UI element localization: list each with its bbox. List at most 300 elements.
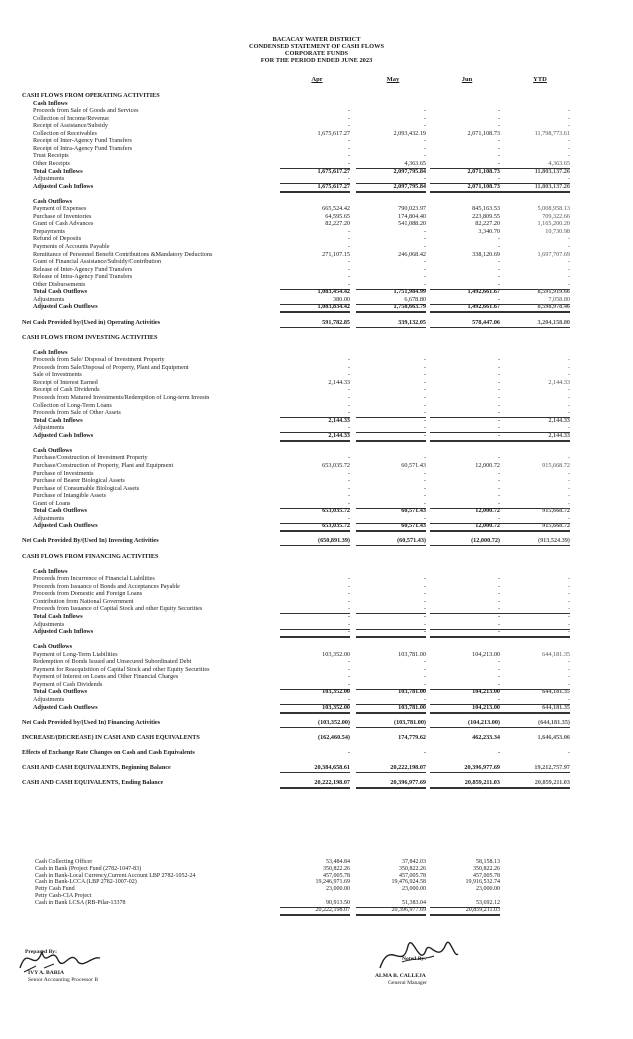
row-value-may: (103,781.00) [356, 719, 426, 728]
row-label: Adjustments [33, 175, 65, 183]
row-value-may: - [423, 582, 426, 590]
row-label: CASH FLOWS FROM FINANCING ACTIVITIES [22, 552, 159, 560]
cash-account-value-jun: 457,005.78 [473, 872, 500, 879]
row-value-jun: 12,000.72 [475, 461, 500, 469]
row-label: Receipt of Assistance/Subsidy [33, 122, 108, 130]
row-value-ytd: - [567, 469, 570, 477]
row-value-apr: - [347, 658, 350, 666]
cash-account-value-apr: 19,246,971.69 [315, 879, 350, 886]
row-label: Receipt of Cash Dividends [33, 386, 100, 394]
row-value-jun: 82,227.20 [475, 220, 500, 228]
cash-account-row [0, 906, 633, 915]
row-label: Collection of Long-Term Loans [33, 401, 112, 409]
cash-account-value-jun: 53,692.12 [430, 899, 500, 908]
row-value-ytd: - [567, 243, 570, 250]
row-value-jun: - [497, 371, 500, 379]
row-value-jun: - [497, 394, 500, 401]
row-value-ytd: - [500, 628, 570, 638]
section-row [0, 779, 633, 788]
row-value-apr: - [347, 590, 350, 598]
row-value-jun: - [497, 658, 500, 666]
row-value-ytd: (644,181.35) [500, 719, 570, 728]
row-value-may: 1,751,984.99 [393, 288, 426, 296]
row-value-ytd: 7,058.80 [500, 296, 570, 305]
row-value-may: - [356, 424, 426, 433]
row-value-apr: - [347, 356, 350, 364]
row-value-jun: 12,000.72 [430, 522, 500, 532]
row-value-ytd: 2,144.33 [548, 416, 570, 424]
row-value-may: 1,758,663.79 [356, 303, 426, 313]
row-value-jun: - [497, 575, 500, 583]
agency-name: BACACAY WATER DISTRICT [272, 36, 361, 43]
row-value-ytd: - [567, 258, 570, 266]
row-label: Purchase of Bearer Biological Assets [33, 477, 125, 485]
row-value-jun: - [430, 628, 500, 638]
row-value-jun: (104,213.00) [430, 719, 500, 728]
row-value-ytd: - [567, 394, 570, 401]
row-value-ytd: - [567, 477, 570, 485]
row-value-ytd: - [500, 605, 570, 614]
row-value-apr: - [347, 748, 350, 756]
row-label: Payment of Expenses [33, 205, 87, 213]
row-value-jun: 1,492,661.67 [467, 288, 500, 296]
row-value-apr: - [347, 597, 350, 605]
row-value-jun: - [497, 597, 500, 605]
row-value-may: - [423, 386, 426, 394]
statement-title: CONDENSED STATEMENT OF CASH FLOWS [248, 43, 385, 50]
row-value-may: - [423, 235, 426, 243]
cash-account-label: Cash Collecting Officer [35, 859, 93, 865]
row-label: Effects of Exchange Rate Changes on Cash and Cash Equivalents [22, 748, 195, 756]
row-value-apr: - [280, 681, 350, 690]
row-value-ytd: - [567, 386, 570, 394]
cash-account-value-jun: 23,000.00 [476, 886, 500, 893]
noted-by-name: ALMA B. CALLEJA [375, 973, 426, 979]
row-value-may: - [423, 612, 426, 620]
row-value-may: - [356, 621, 426, 630]
row-label: Collection of Receivables [33, 129, 97, 137]
prepared-by-label: Prepared By: [25, 949, 57, 955]
row-label: Adjusted Cash Outflows [33, 703, 98, 711]
row-value-apr: - [347, 673, 350, 681]
row-value-ytd: 11,798,773.61 [534, 129, 570, 137]
row-value-apr: - [347, 243, 350, 250]
noted-signature [372, 928, 462, 978]
row-value-apr: - [347, 575, 350, 583]
row-value-may: 2,097,795.84 [356, 183, 426, 193]
row-label: Purchase/Construction of Investment Property [33, 454, 148, 462]
row-label: Payment of Cash Dividends [33, 680, 103, 688]
row-label: Purchase of Intangible Assets [33, 492, 107, 500]
row-value-ytd: (913,524.39) [500, 537, 570, 546]
row-value-ytd: - [567, 401, 570, 409]
row-value-apr: - [280, 628, 350, 638]
row-label: Release of Intra-Agency Fund Transfers [33, 273, 133, 281]
row-value-apr: (162,460.54) [318, 733, 350, 741]
row-value-ytd: 644,181.35 [542, 688, 570, 696]
row-value-ytd: - [567, 273, 570, 281]
row-value-ytd: 4,363.65 [500, 160, 570, 169]
cash-account-label: Cash in Bank-LCCA (LBP 2782-1007-02) [35, 879, 137, 886]
row-value-may: - [423, 122, 426, 130]
row-value-apr: - [347, 582, 350, 590]
row-label: Purchase/Construction of Property, Plant and Equipment [33, 461, 174, 469]
row-value-apr: - [347, 469, 350, 477]
row-label: Adjusted Cash Inflows [33, 431, 94, 439]
row-value-ytd: - [567, 356, 570, 364]
row-value-may: 246,068.42 [398, 250, 426, 258]
row-value-apr: - [347, 612, 350, 620]
row-value-apr: 1,675,617.27 [317, 167, 350, 175]
row-value-ytd: 19,212,757.97 [500, 764, 570, 773]
row-value-apr: - [347, 265, 350, 273]
row-value-apr: - [347, 122, 350, 130]
row-value-ytd: 20,859,211.03 [500, 779, 570, 789]
row-value-ytd: - [567, 454, 570, 462]
row-label: Net Cash Provided By/(Used In) Investing Activities [22, 537, 159, 545]
row-value-ytd: - [567, 492, 570, 500]
row-value-apr: - [347, 137, 350, 145]
row-label: Adjustments [33, 424, 65, 432]
row-value-jun: - [430, 424, 500, 433]
row-value-apr: 653,035.72 [322, 461, 350, 469]
row-value-jun: 578,447.06 [430, 319, 500, 328]
row-label: Grant of Financial Assistance/Subsidy/Contribution [33, 258, 162, 266]
cash-account-value-may: 350,822.26 [399, 865, 426, 872]
row-value-may: - [356, 500, 426, 509]
row-value-jun: - [497, 273, 500, 281]
row-value-may: - [356, 515, 426, 524]
row-value-ytd: 3,204,158.80 [500, 319, 570, 328]
row-label: Sale of Investments [33, 371, 82, 379]
row-value-jun: 2,071,108.73 [430, 183, 500, 193]
row-value-may: - [423, 673, 426, 681]
noted-by-label: Noted By: [402, 956, 427, 962]
row-value-ytd: - [567, 748, 570, 756]
row-value-jun: - [430, 432, 500, 442]
prepared-by-title: Senior Accounting Processor B [28, 977, 99, 983]
row-value-apr: - [347, 401, 350, 409]
cash-account-label: Cash in Bank LCSA (RB-Pilar-13378 [35, 899, 126, 906]
row-value-ytd: 915,668.72 [542, 461, 570, 469]
row-label: Payment for Reacquisition of Capital Stock and other Equity Securities [33, 665, 210, 673]
row-value-apr: - [347, 386, 350, 394]
row-value-jun: - [497, 356, 500, 364]
row-value-jun: - [430, 500, 500, 509]
cash-account-value-may: 457,005.78 [399, 872, 426, 879]
row-label: Purchase of Investments [33, 469, 94, 477]
row-value-apr: (650,891.39) [280, 537, 350, 546]
row-value-jun: 223,809.55 [472, 212, 500, 220]
row-label: Adjusted Cash Inflows [33, 182, 94, 190]
row-label: Redemption of Bonds Issued and Unsecured Subordinated Debt [33, 658, 192, 666]
row-value-jun: - [430, 409, 500, 418]
row-value-apr: (103,352.00) [280, 719, 350, 728]
noted-by-title: General Manager [388, 980, 427, 986]
column-header-apr: Apr [311, 76, 323, 83]
row-value-jun: - [497, 265, 500, 273]
row-value-may: 541,088.20 [398, 220, 426, 228]
row-value-may: 790,023.97 [398, 205, 426, 213]
row-value-jun: - [497, 235, 500, 243]
row-value-jun: - [497, 492, 500, 500]
row-label: CASH AND CASH EQUIVALENTS, Beginning Balance [22, 763, 171, 771]
row-label: Total Cash Inflows [33, 416, 83, 424]
row-value-jun: - [430, 160, 500, 169]
row-value-apr: 103,352.00 [322, 688, 350, 696]
row-value-may: - [423, 273, 426, 281]
row-value-jun: - [497, 152, 500, 160]
row-value-apr: - [280, 500, 350, 509]
row-label: Adjusted Cash Outflows [33, 303, 98, 311]
row-value-apr: - [347, 665, 350, 673]
cash-account-value-apr: 20,222,198.07 [280, 906, 350, 916]
row-value-apr: 1,675,617.27 [317, 129, 350, 137]
row-value-may: - [423, 477, 426, 485]
row-value-jun: 104,213.00 [430, 704, 500, 714]
cash-account-value-jun: 350,822.26 [473, 865, 500, 872]
row-label: Contribution from National Government [33, 597, 134, 605]
row-value-jun: - [497, 612, 500, 620]
row-value-jun: 104,213.00 [472, 650, 500, 658]
row-value-apr: 665,524.42 [322, 205, 350, 213]
row-label: Receipt of Inter-Agency Fund Transfers [33, 137, 132, 145]
row-value-apr: 653,035.72 [322, 507, 350, 515]
row-label: Collection of Income/Revenue [33, 114, 109, 122]
row-value-ytd: 709,322.66 [542, 212, 570, 220]
row-value-jun: - [430, 681, 500, 690]
row-value-jun: - [430, 515, 500, 524]
row-value-may: 20,396,977.69 [356, 779, 426, 789]
row-label: Receipt of Interest Earned [33, 378, 98, 386]
row-value-ytd: - [567, 114, 570, 122]
row-value-may: 2,093,432.19 [393, 129, 426, 137]
row-value-may: - [423, 356, 426, 364]
row-value-apr: - [347, 114, 350, 122]
row-value-ytd: 644,181.35 [542, 650, 570, 658]
row-value-ytd: - [500, 409, 570, 418]
row-value-may: 174,804.40 [398, 212, 426, 220]
row-value-may: - [423, 454, 426, 462]
column-header-may: May [386, 76, 400, 83]
row-label: Proceeds from Matured Investments/Redemption of Long-term Investn [33, 394, 210, 401]
row-value-apr: - [280, 696, 350, 705]
row-value-ytd: - [500, 515, 570, 524]
row-value-ytd: 2,144.33 [548, 378, 570, 386]
row-value-may: - [356, 281, 426, 290]
row-value-may: - [423, 416, 426, 424]
row-value-apr: - [347, 107, 350, 115]
row-value-apr: 2,144.33 [280, 432, 350, 442]
row-label: CASH FLOWS FROM OPERATING ACTIVITIES [22, 92, 160, 99]
cash-account-value-apr: 457,005.78 [323, 872, 350, 879]
row-value-jun: - [497, 137, 500, 145]
row-label: INCREASE/(DECREASE) IN CASH AND CASH EQUIVALENTS [22, 733, 200, 741]
row-label: Prepayments [33, 227, 65, 235]
row-value-apr: - [280, 605, 350, 614]
period-title: FOR THE PERIOD ENDED JUNE 2023 [260, 57, 373, 64]
cash-account-value-jun: 58,158.13 [476, 859, 500, 865]
row-value-may: 103,781.00 [398, 650, 426, 658]
cash-account-value-may: 23,000.00 [402, 886, 426, 893]
row-value-apr: - [280, 424, 350, 433]
row-value-may: - [423, 597, 426, 605]
row-value-apr: - [347, 227, 350, 235]
row-value-jun: - [497, 469, 500, 477]
row-label: Payment of Interest on Loans and Other Financial Charges [33, 673, 179, 681]
row-value-apr: 591,782.85 [280, 319, 350, 328]
row-value-apr: - [347, 492, 350, 500]
row-value-ytd: - [567, 590, 570, 598]
row-value-may: - [356, 681, 426, 690]
row-value-jun: - [430, 296, 500, 305]
row-label: Total Cash Outflows [33, 688, 88, 696]
row-value-apr: 271,107.15 [322, 250, 350, 258]
row-value-apr: - [280, 409, 350, 418]
row-value-jun: - [497, 401, 500, 409]
fund-name: CORPORATE FUNDS [284, 50, 349, 57]
column-header-jun: Jun [461, 76, 473, 83]
cash-account-value-apr: 90,913.50 [280, 899, 350, 908]
row-value-ytd: - [567, 107, 570, 115]
row-value-jun: - [497, 673, 500, 681]
row-label: Proceeds from Issuance of Bonds and Acceptances Payable [33, 582, 180, 590]
row-value-may: 103,781.00 [356, 704, 426, 714]
row-value-apr: - [347, 235, 350, 243]
row-value-jun: (12,000.72) [430, 537, 500, 546]
row-value-ytd: - [500, 281, 570, 290]
row-label: Cash Outflows [33, 446, 73, 454]
row-label: Trust Receipts [33, 152, 69, 160]
row-label: Release of Inter-Agency Fund Transfers [33, 265, 133, 273]
row-value-ytd: - [567, 137, 570, 145]
row-value-apr: 380.00 [280, 296, 350, 305]
row-value-apr: - [347, 152, 350, 160]
cash-account-value-may: 51,383.04 [356, 899, 426, 908]
row-value-ytd: 915,668.72 [500, 522, 570, 532]
row-value-ytd: 915,668.72 [542, 507, 570, 515]
row-value-may: - [423, 401, 426, 409]
row-value-apr: - [280, 515, 350, 524]
row-value-jun: - [497, 114, 500, 122]
row-value-apr: 20,384,658.61 [280, 764, 350, 773]
row-value-may: - [423, 590, 426, 598]
row-value-apr: - [347, 273, 350, 281]
row-value-may: 6,678.80 [356, 296, 426, 305]
prepared-by-name: IVY A. BARIA [28, 970, 65, 976]
cash-account-value-may: 20,396,977.69 [356, 906, 426, 916]
row-value-apr: - [280, 621, 350, 630]
row-value-apr: 653,035.72 [280, 522, 350, 532]
row-value-jun: 104,213.00 [472, 688, 500, 696]
row-value-apr: 64,595.65 [325, 212, 350, 220]
row-value-may: 20,222,198.07 [356, 764, 426, 773]
row-value-jun: - [497, 258, 500, 266]
cash-account-value-apr: 53,484.84 [326, 859, 350, 865]
row-value-ytd: - [500, 621, 570, 630]
row-label: Adjusted Cash Outflows [33, 522, 98, 530]
row-value-may: 2,097,795.84 [393, 167, 426, 175]
row-value-apr: - [347, 454, 350, 462]
row-value-apr: - [347, 371, 350, 379]
row-value-jun: - [497, 590, 500, 598]
row-value-may: - [356, 628, 426, 638]
row-value-jun: - [497, 484, 500, 492]
row-value-jun: 845,163.53 [472, 205, 500, 213]
row-label: Proceeds from Sale/ Disposal of Investment Property [33, 356, 165, 364]
row-label: Adjustments [33, 514, 65, 522]
row-label: Total Cash Inflows [33, 612, 83, 620]
row-value-jun: - [430, 281, 500, 290]
row-value-jun: 338,120.69 [472, 250, 500, 258]
row-value-ytd: - [567, 673, 570, 681]
row-label: Adjusted Cash Inflows [33, 628, 94, 636]
row-value-may: - [356, 175, 426, 184]
row-value-may: - [423, 492, 426, 500]
row-value-may: - [423, 378, 426, 386]
row-value-ytd: 11,803,137.26 [500, 183, 570, 193]
row-label: CASH FLOWS FROM INVESTING ACTIVITIES [22, 333, 158, 341]
row-value-jun: - [497, 748, 500, 756]
row-value-may: - [356, 409, 426, 418]
row-value-apr: - [347, 144, 350, 152]
row-value-ytd: 1,646,453.06 [537, 733, 570, 741]
row-value-apr: - [280, 175, 350, 184]
row-label: Total Cash Outflows [33, 507, 88, 515]
row-value-ytd: 1,697,707.69 [537, 250, 570, 258]
row-value-may: - [423, 144, 426, 152]
row-value-may: - [356, 432, 426, 442]
row-value-may: - [423, 665, 426, 673]
row-value-may: - [423, 484, 426, 492]
row-value-may: - [423, 394, 426, 401]
row-value-ytd: - [567, 582, 570, 590]
row-value-jun: 462,233.34 [472, 733, 500, 741]
row-value-jun: - [430, 696, 500, 705]
row-label: Proceeds from Issuance of Capital Stock and other Equity Securities [33, 605, 203, 613]
row-value-may: - [423, 137, 426, 145]
row-value-apr: - [347, 363, 350, 371]
row-value-ytd: - [567, 235, 570, 243]
row-value-apr: 82,227.20 [325, 220, 350, 228]
row-label: Remittance of Personnel Benefit Contributions &Mandatory Deductions [33, 250, 213, 258]
row-value-may: 60,571.43 [401, 507, 426, 515]
row-value-ytd: - [567, 597, 570, 605]
row-value-may: 174,779.62 [398, 733, 426, 741]
cash-account-value-apr: 23,000.00 [326, 886, 350, 893]
row-value-may: 103,781.00 [398, 688, 426, 696]
row-label: Proceeds from Incurrence of Financial Liabilities [33, 575, 155, 583]
row-value-may: - [423, 469, 426, 477]
row-value-jun: - [430, 175, 500, 184]
row-label: Net Cash Provided by/(Used In) Financing Activities [22, 718, 161, 726]
row-value-ytd: 1,165,200.20 [537, 220, 570, 228]
row-label: Proceeds from Sale/Disposal of Property, Plant and Equipment [33, 363, 189, 371]
row-value-ytd: - [567, 265, 570, 273]
row-label: Cash Inflows [33, 99, 68, 107]
row-label: Grant of Cash Advances [33, 220, 94, 228]
row-value-jun: 2,071,108.73 [467, 167, 500, 175]
row-value-apr: 2,144.33 [328, 416, 350, 424]
row-value-jun: - [497, 477, 500, 485]
row-value-jun: 12,000.72 [475, 507, 500, 515]
row-value-apr: 103,352.00 [280, 704, 350, 714]
row-label: Receipt of Intra-Agency Fund Transfers [33, 144, 132, 152]
row-value-apr: 1,083,834.42 [280, 303, 350, 313]
row-label: Proceeds from Domestic and Foreign Loans [33, 590, 143, 598]
row-value-ytd: - [500, 696, 570, 705]
row-value-apr: 1,675,617.27 [280, 183, 350, 193]
